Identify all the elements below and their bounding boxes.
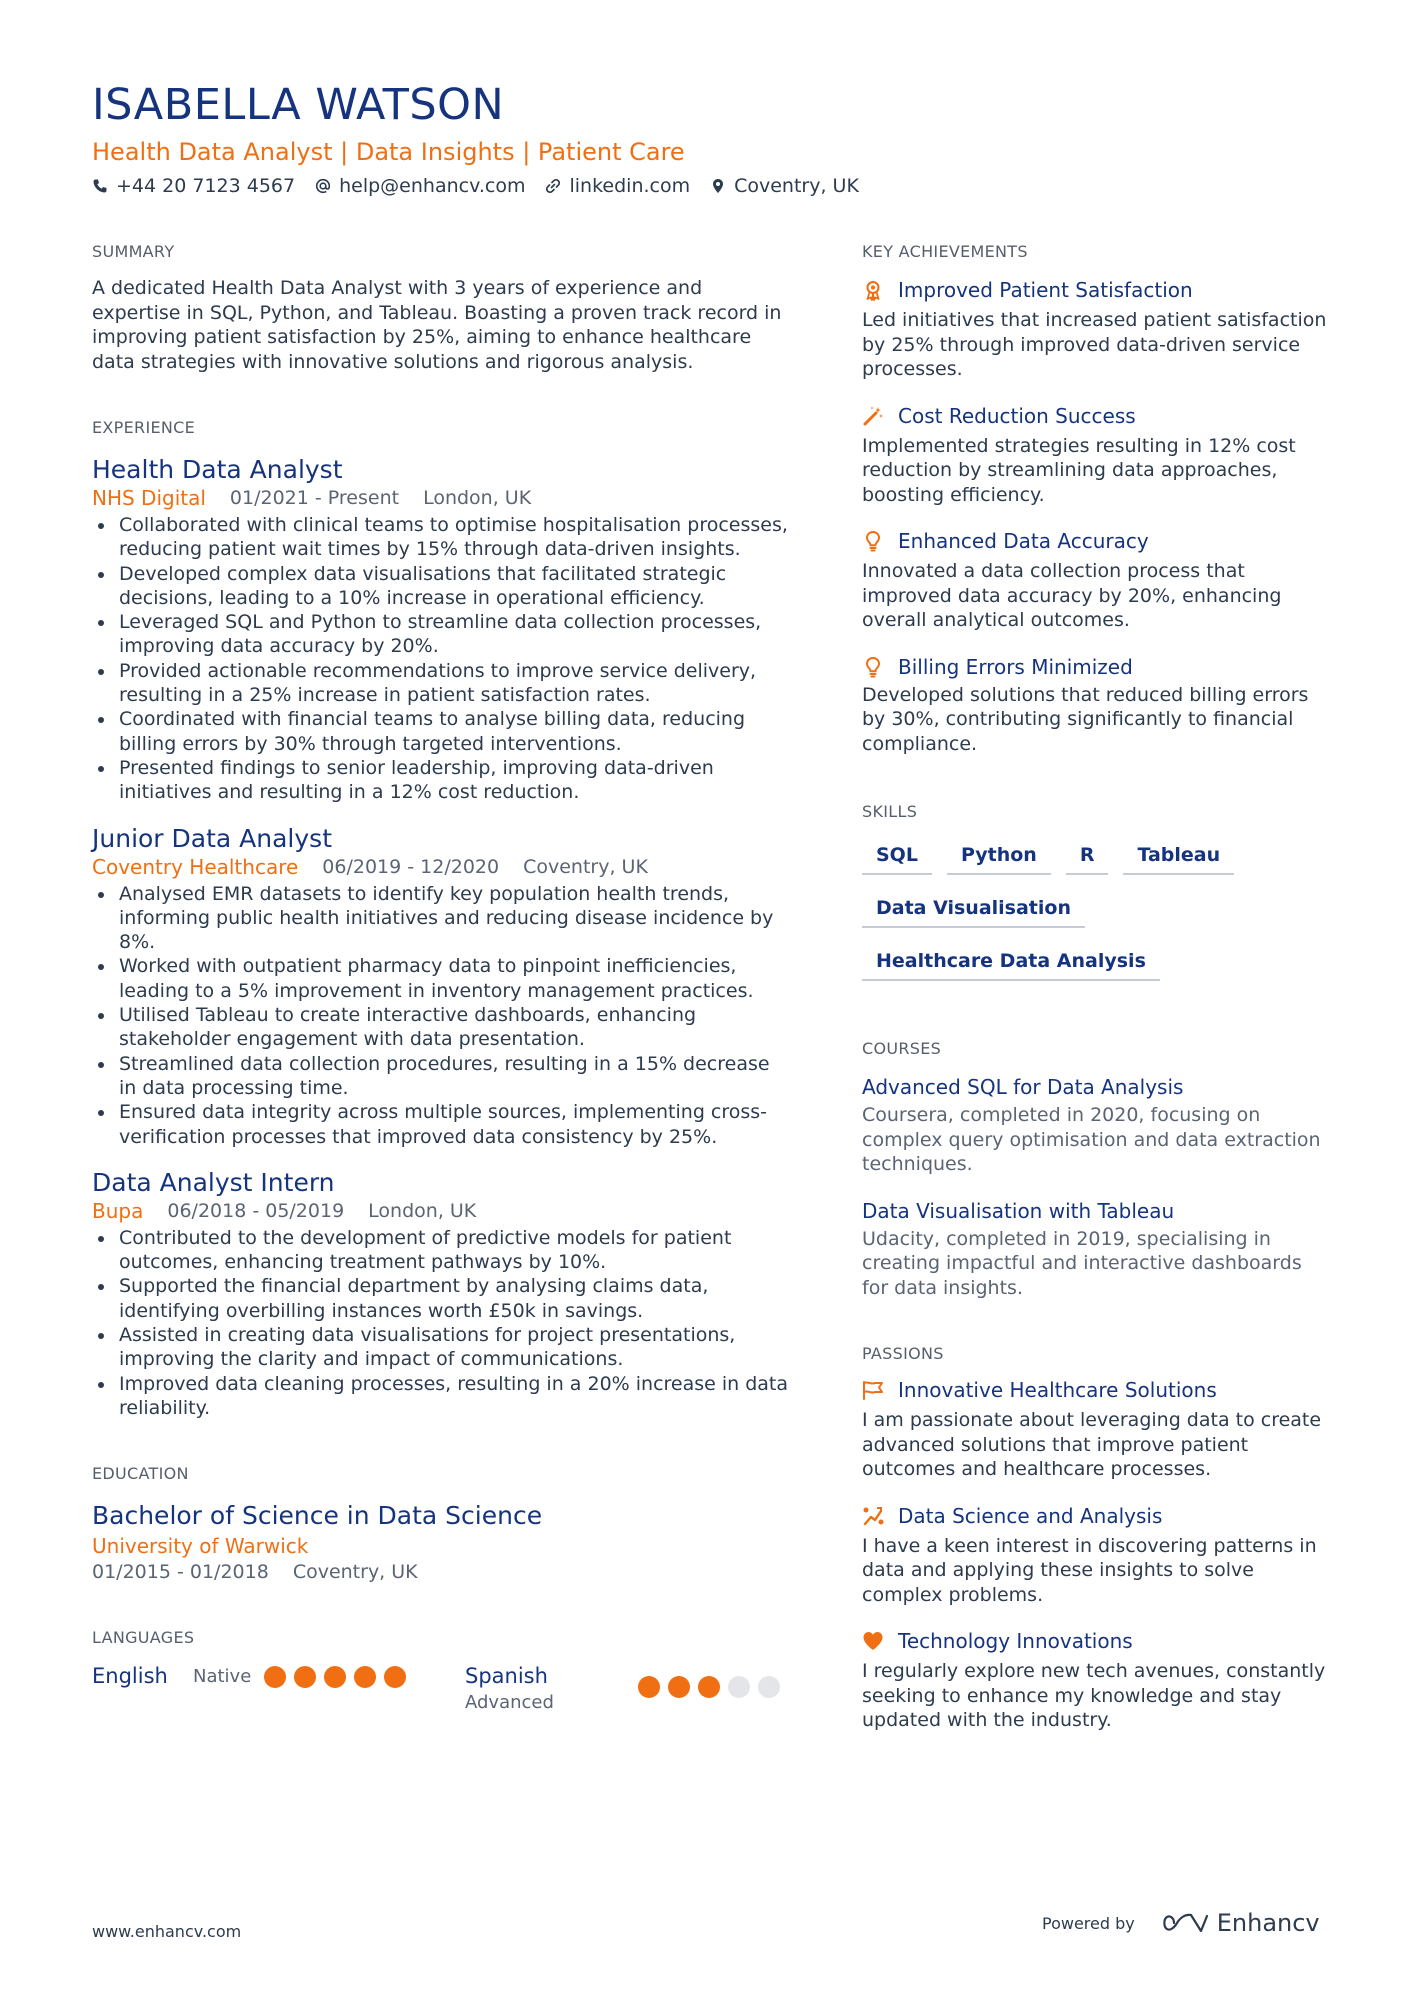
language-level: Native	[193, 1666, 252, 1688]
rating-dot-filled	[264, 1666, 286, 1688]
job-bullets	[92, 1226, 792, 1420]
job-title: Data Analyst Intern	[92, 1167, 335, 1197]
job-dates: 01/2021 - Present	[229, 487, 400, 509]
link-icon	[545, 178, 561, 194]
job-bullet: Supported the financial department by analysing claims data, identifying overbilling instances worth £50k in savings.	[92, 1274, 792, 1323]
summary-title: SUMMARY	[92, 242, 175, 261]
achievement-text: Led initiatives that increased patient satisfaction by 25% through improved data-driven service processes.	[862, 309, 1327, 380]
achievement-text: Innovated a data collection process that improved data accuracy by 20%, enhancing overall analytical outcomes.	[862, 560, 1282, 631]
passion-title: Innovative Healthcare Solutions	[898, 1378, 1217, 1402]
language-rating	[264, 1666, 414, 1688]
passions-section	[862, 1344, 1332, 1733]
job-title: Health Data Analyst	[92, 455, 343, 484]
rating-dot-filled	[324, 1666, 346, 1688]
passion-item	[862, 1376, 1332, 1482]
enhancv-logo-icon	[1161, 1910, 1209, 1936]
education-title: EDUCATION	[92, 1464, 189, 1484]
contact-bar	[92, 172, 879, 200]
job-location: London, UK	[368, 1199, 477, 1222]
phone-icon	[92, 178, 108, 194]
phone-text: +44 20 7123 4567	[116, 175, 296, 197]
languages-section	[92, 1628, 792, 1712]
course-item	[862, 1197, 1332, 1301]
at-icon	[315, 178, 331, 194]
linkedin-text: linkedin.com	[569, 175, 691, 197]
job-meta	[92, 486, 792, 510]
rating-dot-filled	[384, 1666, 406, 1688]
rating-dot-empty	[758, 1676, 780, 1698]
language-name: Spanish	[465, 1664, 548, 1689]
skill-tag: R	[1066, 836, 1109, 875]
brand-name: Enhancv	[1216, 1909, 1320, 1937]
education-school: University of Warwick	[92, 1534, 309, 1559]
course-item	[862, 1073, 1332, 1177]
language-level: Advanced	[465, 1692, 554, 1714]
rating-dot-filled	[638, 1676, 660, 1698]
job-entry	[92, 1167, 792, 1420]
skills-list	[862, 836, 1332, 995]
job-company: Bupa	[92, 1198, 144, 1223]
course-text: Coursera, completed in 2020, focusing on complex query optimisation and data extraction techniques.	[862, 1104, 1321, 1175]
job-bullets	[92, 882, 792, 1149]
education-location: Coventry, UK	[292, 1561, 418, 1584]
passion-title: Data Science and Analysis	[898, 1503, 1163, 1528]
job-bullet: Presented findings to senior leadership, improving data-driven initiatives and resulting in a 12% cost reduction.	[92, 756, 792, 805]
email-text: help@enhancv.com	[339, 175, 526, 197]
achievement-item	[862, 653, 1332, 757]
job-dates: 06/2018 - 05/2019	[167, 1199, 345, 1222]
job-bullet: Contributed to the development of predictive models for patient outcomes, enhancing treatment pathways by 10%.	[92, 1226, 792, 1275]
skills-section	[862, 802, 1332, 995]
passion-text: I have a keen interest in discovering patterns in data and applying these insights to solve complex problems.	[862, 1534, 1317, 1606]
job-dates: 06/2019 - 12/2020	[322, 855, 500, 878]
rating-dot-filled	[294, 1666, 316, 1688]
skills-title: SKILLS	[862, 802, 918, 821]
passions-title: PASSIONS	[862, 1344, 944, 1363]
brand-logo[interactable]	[1161, 1909, 1320, 1937]
job-bullet: Developed complex data visualisations that facilitated strategic decisions, leading to a 10% increase in operational efficiency.	[92, 562, 792, 611]
skill-tag: Python	[947, 836, 1051, 875]
summary-text: A dedicated Health Data Analyst with 3 years of experience and expertise in SQL, Python, and Tableau. Boasting a proven track record in improving patient satisfaction by 25%, aiming to enhance healthcare data strategies with innovative solutions and rigorous analysis.	[92, 277, 782, 373]
job-company: NHS Digital	[92, 486, 206, 510]
language-list	[92, 1662, 792, 1712]
flag-icon	[862, 1379, 884, 1401]
lightbulb-icon	[862, 530, 884, 552]
achievement-title: Improved Patient Satisfaction	[898, 278, 1193, 302]
course-title: Data Visualisation with Tableau	[862, 1198, 1175, 1223]
location-pin-icon	[710, 178, 726, 194]
job-bullet: Worked with outpatient pharmacy data to pinpoint inefficiencies, leading to a 5% improvement in inventory management practices.	[92, 954, 792, 1003]
job-company: Coventry Healthcare	[92, 854, 299, 879]
passion-title: Technology Innovations	[898, 1629, 1133, 1653]
education-dates: 01/2015 - 01/2018	[92, 1561, 269, 1584]
job-location: London, UK	[423, 487, 532, 509]
contact-phone[interactable]	[92, 175, 295, 197]
magic-wand-icon	[862, 405, 884, 427]
powered-by-text: Powered by	[1042, 1913, 1135, 1933]
job-bullet: Ensured data integrity across multiple sources, implementing cross-verification processes that improved data consistency by 25%.	[92, 1100, 792, 1149]
footer-website[interactable]: www.enhancv.com	[92, 1922, 242, 1941]
education-meta	[92, 1560, 792, 1584]
achievements-section	[862, 242, 1332, 756]
contact-linkedin[interactable]	[545, 175, 690, 197]
education-degree: Bachelor of Science in Data Science	[92, 1501, 543, 1531]
job-bullet: Collaborated with clinical teams to optimise hospitalisation processes, reducing patient wait times by 15% through data-driven insights.	[92, 513, 792, 562]
heart-icon	[862, 1630, 884, 1652]
contact-location	[710, 175, 859, 197]
experience-section	[92, 418, 792, 1420]
course-title: Advanced SQL for Data Analysis	[862, 1075, 1184, 1099]
rating-dot-filled	[698, 1676, 720, 1698]
chart-icon	[862, 1505, 884, 1527]
language-rating	[638, 1676, 788, 1698]
location-text: Coventry, UK	[734, 175, 859, 197]
achievements-title: KEY ACHIEVEMENTS	[862, 242, 1028, 261]
achievement-item	[862, 276, 1332, 382]
candidate-name: ISABELLA WATSON	[92, 80, 505, 130]
job-bullet: Analysed EMR datasets to identify key population health trends, informing public health initiatives and reducing disease incidence by 8%.	[92, 882, 792, 955]
language-name: English	[92, 1664, 168, 1689]
right-column	[862, 242, 1332, 1733]
job-meta	[92, 1199, 792, 1223]
job-title: Junior Data Analyst	[92, 823, 333, 853]
passion-item	[862, 1627, 1332, 1733]
course-text: Udacity, completed in 2019, specialising in creating impactful and interactive dashboards for data insights.	[862, 1227, 1302, 1299]
job-entry	[92, 823, 792, 1149]
job-bullet: Coordinated with financial teams to analyse billing data, reducing billing errors by 30% through targeted interventions.	[92, 707, 792, 756]
job-bullet: Streamlined data collection procedures, resulting in a 15% decrease in data processing time.	[92, 1052, 792, 1101]
languages-title: LANGUAGES	[92, 1628, 195, 1648]
job-bullet: Leveraged SQL and Python to streamline data collection processes, improving data accuracy by 20%.	[92, 610, 792, 659]
achievement-text: Developed solutions that reduced billing errors by 30%, contributing significantly to financial compliance.	[862, 683, 1309, 755]
footer-branding	[1042, 1909, 1320, 1937]
achievement-item	[862, 527, 1332, 633]
passion-item	[862, 1502, 1332, 1608]
skill-tag: SQL	[862, 836, 932, 875]
rating-dot-empty	[728, 1676, 750, 1698]
courses-section	[862, 1039, 1332, 1300]
achievement-title: Billing Errors Minimized	[898, 654, 1133, 679]
skill-tag: Healthcare Data Analysis	[862, 942, 1160, 981]
achievement-item	[862, 402, 1332, 508]
job-bullets	[92, 513, 792, 805]
left-column	[92, 242, 792, 1712]
courses-title: COURSES	[862, 1039, 942, 1058]
award-icon	[862, 279, 884, 301]
job-meta	[92, 855, 792, 879]
summary-section	[92, 242, 792, 374]
lightbulb-icon	[862, 656, 884, 678]
rating-dot-filled	[668, 1676, 690, 1698]
education-section	[92, 1464, 792, 1584]
passion-text: I regularly explore new tech avenues, constantly seeking to enhance my knowledge and stay updated with the industry.	[862, 1660, 1326, 1731]
skill-tag: Data Visualisation	[862, 889, 1085, 928]
skill-tag: Tableau	[1123, 836, 1234, 875]
achievement-title: Enhanced Data Accuracy	[898, 529, 1149, 553]
experience-title: EXPERIENCE	[92, 418, 196, 437]
rating-dot-filled	[354, 1666, 376, 1688]
job-location: Coventry, UK	[523, 855, 648, 878]
job-bullet: Assisted in creating data visualisations for project presentations, improving the clarity and impact of communications.	[92, 1323, 792, 1372]
achievement-text: Implemented strategies resulting in 12% cost reduction by streamlining data approaches, boosting efficiency.	[862, 434, 1296, 506]
contact-email[interactable]	[315, 175, 525, 197]
job-bullet: Improved data cleaning processes, resulting in a 20% increase in data reliability.	[92, 1372, 792, 1421]
job-entry	[92, 454, 792, 805]
candidate-headline: Health Data Analyst | Data Insights | Patient Care	[92, 138, 685, 166]
job-bullet: Provided actionable recommendations to improve service delivery, resulting in a 25% increase in patient satisfaction rates.	[92, 659, 792, 708]
job-bullet: Utilised Tableau to create interactive dashboards, enhancing stakeholder engagement with data presentation.	[92, 1003, 792, 1052]
achievement-title: Cost Reduction Success	[898, 403, 1136, 428]
passion-text: I am passionate about leveraging data to create advanced solutions that improve patient outcomes and healthcare processes.	[862, 1409, 1322, 1480]
